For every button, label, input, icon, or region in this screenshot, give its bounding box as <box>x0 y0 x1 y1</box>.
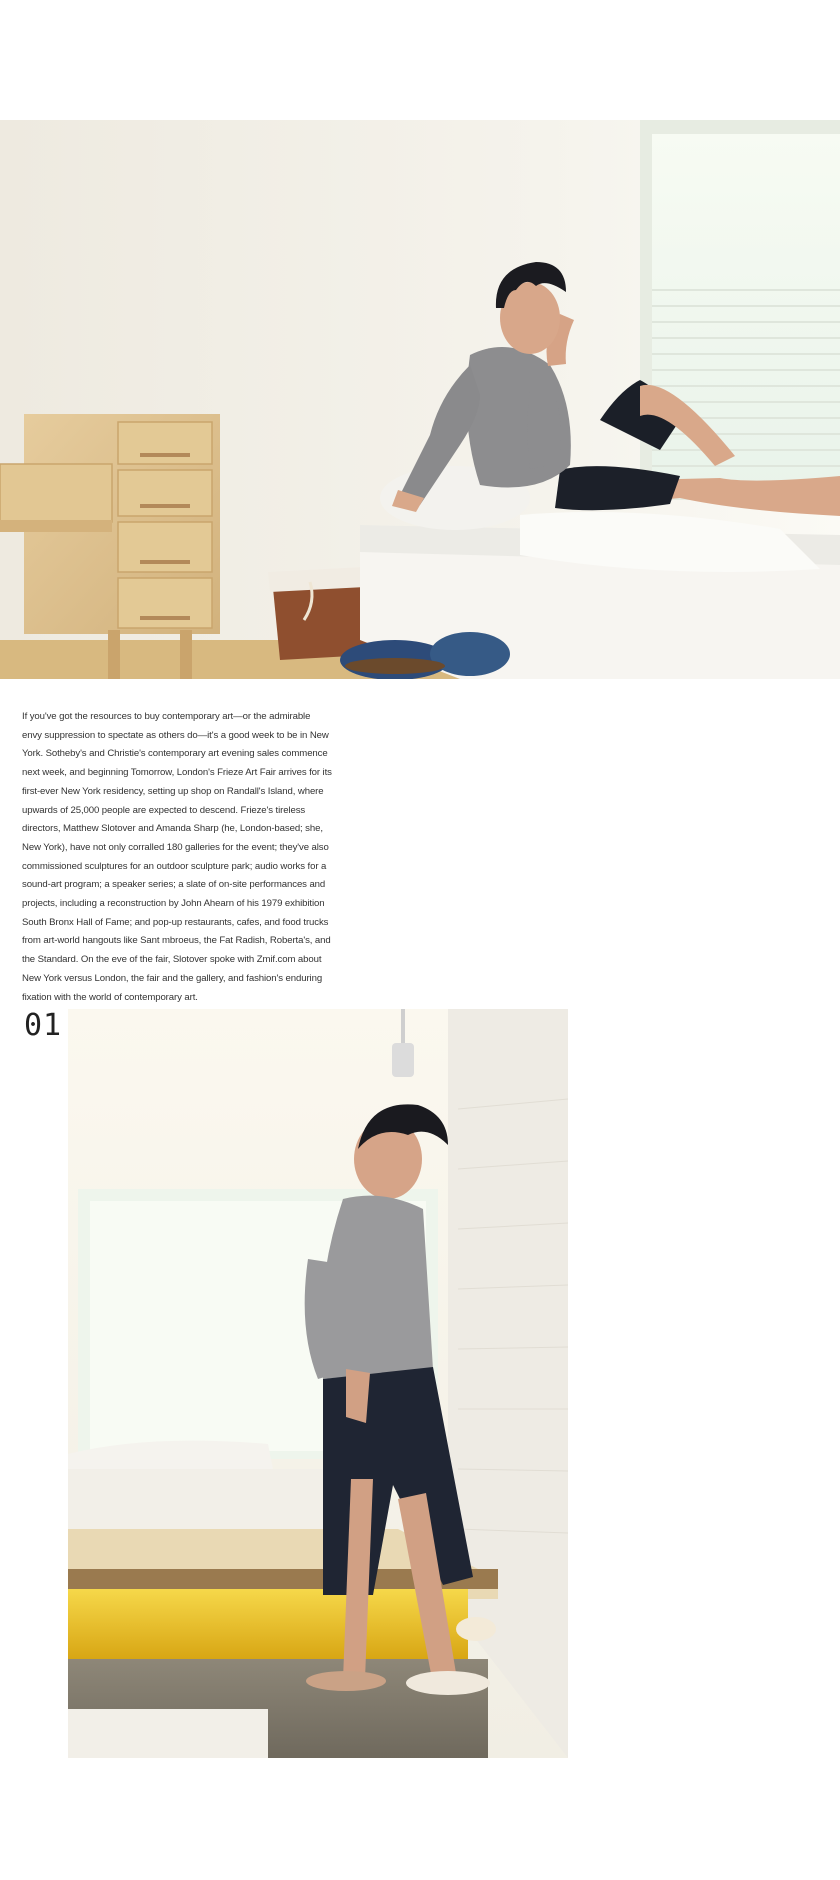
article-body: If you've got the resources to buy contemporary art—or the admirable envy suppression to spectate as others do—it's a good week to be in New York. Sotheby's and Christie's contemporary art evening sales commence next week, and beginning Tomorrow, London's Frieze Art Fair arrives for its first-ever New York residency, setting up shop on Randall's Island, where upwards of 25,000 people are expected to descend. Frieze's tireless directors, Matthew Slotover and Amanda Sharp (he, London-based; she, New York), have not only corralled 180 galleries for the event; they've also commissioned sculptures for an outdoor sculpture park; audio works for a sound-art program; a speaker series; a slate of on-site performances and projects, including a reconstruction by John Ahearn of his 1979 exhibition South Bronx Hall of Fame; and pop-up restaurants, cafes, and food trucks from art-world hangouts like Sant mbroeus, the Fat Radish, Roberta's, and the Standard. On the eve of the fair, Slotover spoke with Zmif.com about New York versus London, the fair and the gallery, and fashion's enduring fixation with the world of contemporary art. <box>22 711 332 1003</box>
standing-photo <box>68 1009 568 1758</box>
section-number: 01 <box>24 1008 63 1043</box>
window <box>640 120 840 500</box>
standing-photo-illustration <box>68 1009 568 1758</box>
hero-photo <box>0 120 840 679</box>
slipper <box>456 1617 496 1641</box>
hero-photo-illustration <box>0 120 840 679</box>
